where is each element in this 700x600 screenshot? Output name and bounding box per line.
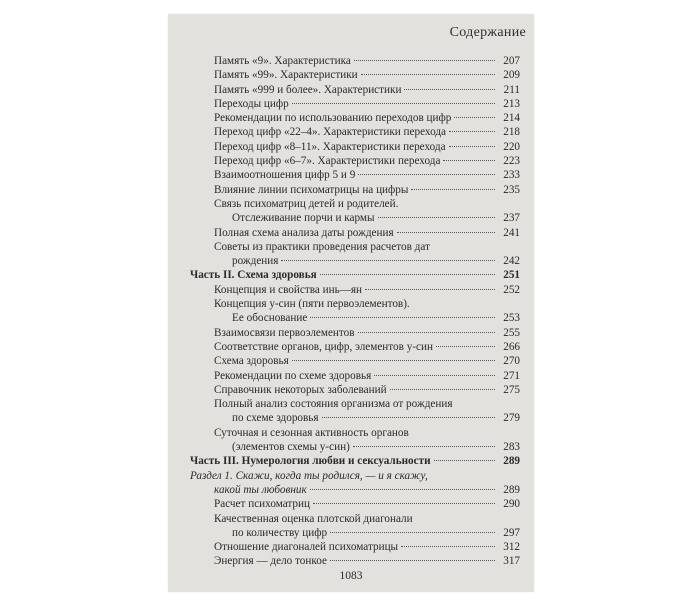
toc-entry-title: Концепция у-син (пяти первоэлементов).	[214, 298, 410, 311]
toc-entry-title: по количеству цифр	[232, 526, 328, 539]
toc-entry	[190, 340, 520, 354]
dot-leader	[361, 74, 495, 75]
toc-entry	[190, 512, 520, 526]
toc-entry-page: 251	[503, 269, 520, 282]
toc-entry-title: Часть II. Схема здоровья	[190, 269, 317, 282]
dot-leader	[354, 60, 495, 61]
dot-leader	[292, 103, 495, 104]
toc-entry-title: Схема здоровья	[214, 355, 289, 368]
toc-entry	[190, 140, 520, 154]
toc-entry	[190, 369, 520, 383]
toc-entry-page: 223	[503, 155, 520, 168]
toc-entry-title: Взаимосвязи первоэлементов	[214, 326, 355, 339]
toc-entry-title: Полная схема анализа даты рождения	[214, 226, 394, 239]
toc-entry	[190, 469, 520, 483]
toc-entry-page: 237	[503, 212, 520, 225]
toc-entry-title: Рекомендации по использованию переходов цифр	[214, 112, 452, 125]
toc-entry-title: Соответствие органов, цифр, элементов у-син	[214, 340, 433, 353]
dot-leader	[449, 131, 495, 132]
dot-leader	[358, 332, 495, 333]
toc-entry-page: 290	[503, 498, 520, 511]
toc-entry	[190, 326, 520, 340]
toc-entry-page: 283	[503, 441, 520, 454]
toc-entry	[190, 497, 520, 511]
toc-entry-title: рождения	[232, 255, 279, 268]
toc-entry-title: Энергия — дело тонкое	[214, 555, 327, 568]
toc-entry-page: 233	[503, 169, 520, 182]
dot-leader	[313, 503, 495, 504]
dot-leader	[411, 189, 495, 190]
toc-entry-title: Отношение диагоналей психоматрицы	[214, 541, 399, 554]
toc-entry-title: Переход цифр «6–7». Характеристики перехода	[214, 155, 441, 168]
toc-entry	[190, 311, 520, 325]
toc-entry-page: 211	[503, 83, 520, 96]
toc-entry	[190, 211, 520, 225]
dot-leader	[443, 160, 495, 161]
toc-entry	[190, 383, 520, 397]
toc-entry-page: 207	[503, 55, 520, 67]
toc-entry-title: Переходы цифр	[214, 97, 289, 110]
dot-leader	[397, 232, 495, 233]
toc-entry-title: Отслеживание порчи и кармы	[232, 212, 375, 225]
toc-entry-page: 266	[503, 340, 520, 353]
toc-entry	[190, 97, 520, 111]
toc-entry-page: 275	[503, 383, 520, 396]
dot-leader	[374, 375, 495, 376]
toc-entry	[190, 354, 520, 368]
toc-entry-page: 270	[503, 355, 520, 368]
dot-leader	[436, 346, 495, 347]
toc-entry-title: Рекомендации по схеме здоровья	[214, 369, 372, 382]
toc-entry-page: 214	[503, 112, 520, 125]
toc-entry-title: Ее обоснование	[232, 312, 308, 325]
dot-leader	[292, 360, 495, 361]
toc-entry-page: 209	[503, 69, 520, 82]
toc-entry-page: 242	[503, 255, 520, 268]
dot-leader	[454, 117, 495, 118]
toc-entry-title: Советы из практики проведения расчетов дат	[214, 240, 430, 253]
dot-leader	[281, 260, 495, 261]
toc-entry-page: 297	[503, 526, 520, 539]
dot-leader	[401, 546, 495, 547]
toc-entry-page: 271	[503, 369, 520, 382]
toc-entry-title: Связь психоматриц детей и родителей.	[214, 197, 399, 210]
toc-entry	[190, 240, 520, 254]
toc-entry	[190, 554, 520, 568]
toc-entry-title: Влияние линии психоматрицы на цифры	[214, 183, 409, 196]
toc-entry-page: 241	[503, 226, 520, 239]
dot-leader	[310, 489, 495, 490]
toc-entry-page: 213	[503, 97, 520, 110]
toc-entry	[190, 268, 520, 282]
toc-entry-page: 317	[503, 555, 520, 568]
toc-entry	[190, 111, 520, 125]
dot-leader	[322, 417, 495, 418]
toc-entry	[190, 411, 520, 425]
toc-entry	[190, 254, 520, 268]
dot-leader	[434, 460, 495, 461]
toc-entry-title: (элементов схемы у-син)	[232, 441, 350, 454]
toc-entry	[190, 183, 520, 197]
toc-entry	[190, 426, 520, 440]
toc-entry-page: 289	[503, 483, 520, 496]
toc-entry-page: 279	[503, 412, 520, 425]
dot-leader	[390, 389, 495, 390]
toc-entry-title: Концепция и свойства инь—ян	[214, 283, 363, 296]
toc-entry	[190, 54, 520, 68]
toc-entry-page: 312	[503, 541, 520, 554]
toc-entry	[190, 297, 520, 311]
dot-leader	[404, 89, 495, 90]
dot-leader	[310, 317, 495, 318]
dot-leader	[320, 274, 495, 275]
toc-entry-title: какой ты любовник	[214, 483, 307, 496]
dot-leader	[330, 560, 495, 561]
dot-leader	[330, 532, 495, 533]
dot-leader	[449, 146, 495, 147]
toc-entry-title: по схеме здоровья	[232, 412, 319, 425]
toc-entry-page: 252	[503, 283, 520, 296]
toc-entry	[190, 283, 520, 297]
toc-entry	[190, 168, 520, 182]
toc-entry-title: Переход цифр «8–11». Характеристики перехода	[214, 140, 446, 153]
toc-entry	[190, 154, 520, 168]
toc-entry-page: 255	[503, 326, 520, 339]
toc-entry-title: Расчет психоматриц	[214, 498, 310, 511]
toc-entry	[190, 125, 520, 139]
toc-entry-title: Справочник некоторых заболеваний	[214, 383, 387, 396]
toc-entry-title: Раздел 1. Скажи, когда ты родился, — и я скажу,	[190, 469, 428, 482]
toc-entry	[190, 226, 520, 240]
toc-entry	[190, 397, 520, 411]
dot-leader	[378, 217, 495, 218]
toc-entry	[190, 197, 520, 211]
toc-entry	[190, 68, 520, 82]
toc-entry	[190, 483, 520, 497]
dot-leader	[358, 174, 495, 175]
toc-entry-page: 218	[503, 126, 520, 139]
page-number: 1083	[339, 570, 363, 582]
toc-entry-title: Память «99». Характеристики	[214, 69, 358, 82]
dot-leader	[353, 446, 495, 447]
toc-entry-page: 289	[503, 455, 520, 468]
toc-entry-title: Часть III. Нумерология любви и сексуальности	[190, 455, 431, 468]
toc-entry-title: Память «9». Характеристика	[214, 55, 351, 67]
book-page	[168, 14, 534, 592]
toc-entry	[190, 440, 520, 454]
toc-entry-page: 220	[503, 140, 520, 153]
toc-entry	[190, 540, 520, 554]
toc-entry	[190, 526, 520, 540]
running-head-title: Содержание	[449, 25, 526, 40]
dot-leader	[365, 289, 495, 290]
table-of-contents	[190, 54, 520, 569]
toc-entry	[190, 83, 520, 97]
toc-entry-title: Суточная и сезонная активность органов	[214, 426, 409, 439]
toc-entry-title: Качественная оценка плотской диагонали	[214, 512, 413, 525]
toc-entry-page: 253	[503, 312, 520, 325]
toc-entry	[190, 454, 520, 468]
toc-entry-page: 235	[503, 183, 520, 196]
toc-entry-title: Память «999 и более». Характеристики	[214, 83, 402, 96]
toc-entry-title: Взаимоотношения цифр 5 и 9	[214, 169, 356, 182]
toc-entry-title: Переход цифр «22–4». Характеристики перехода	[214, 126, 447, 139]
toc-entry-title: Полный анализ состояния организма от рождения	[214, 398, 453, 411]
